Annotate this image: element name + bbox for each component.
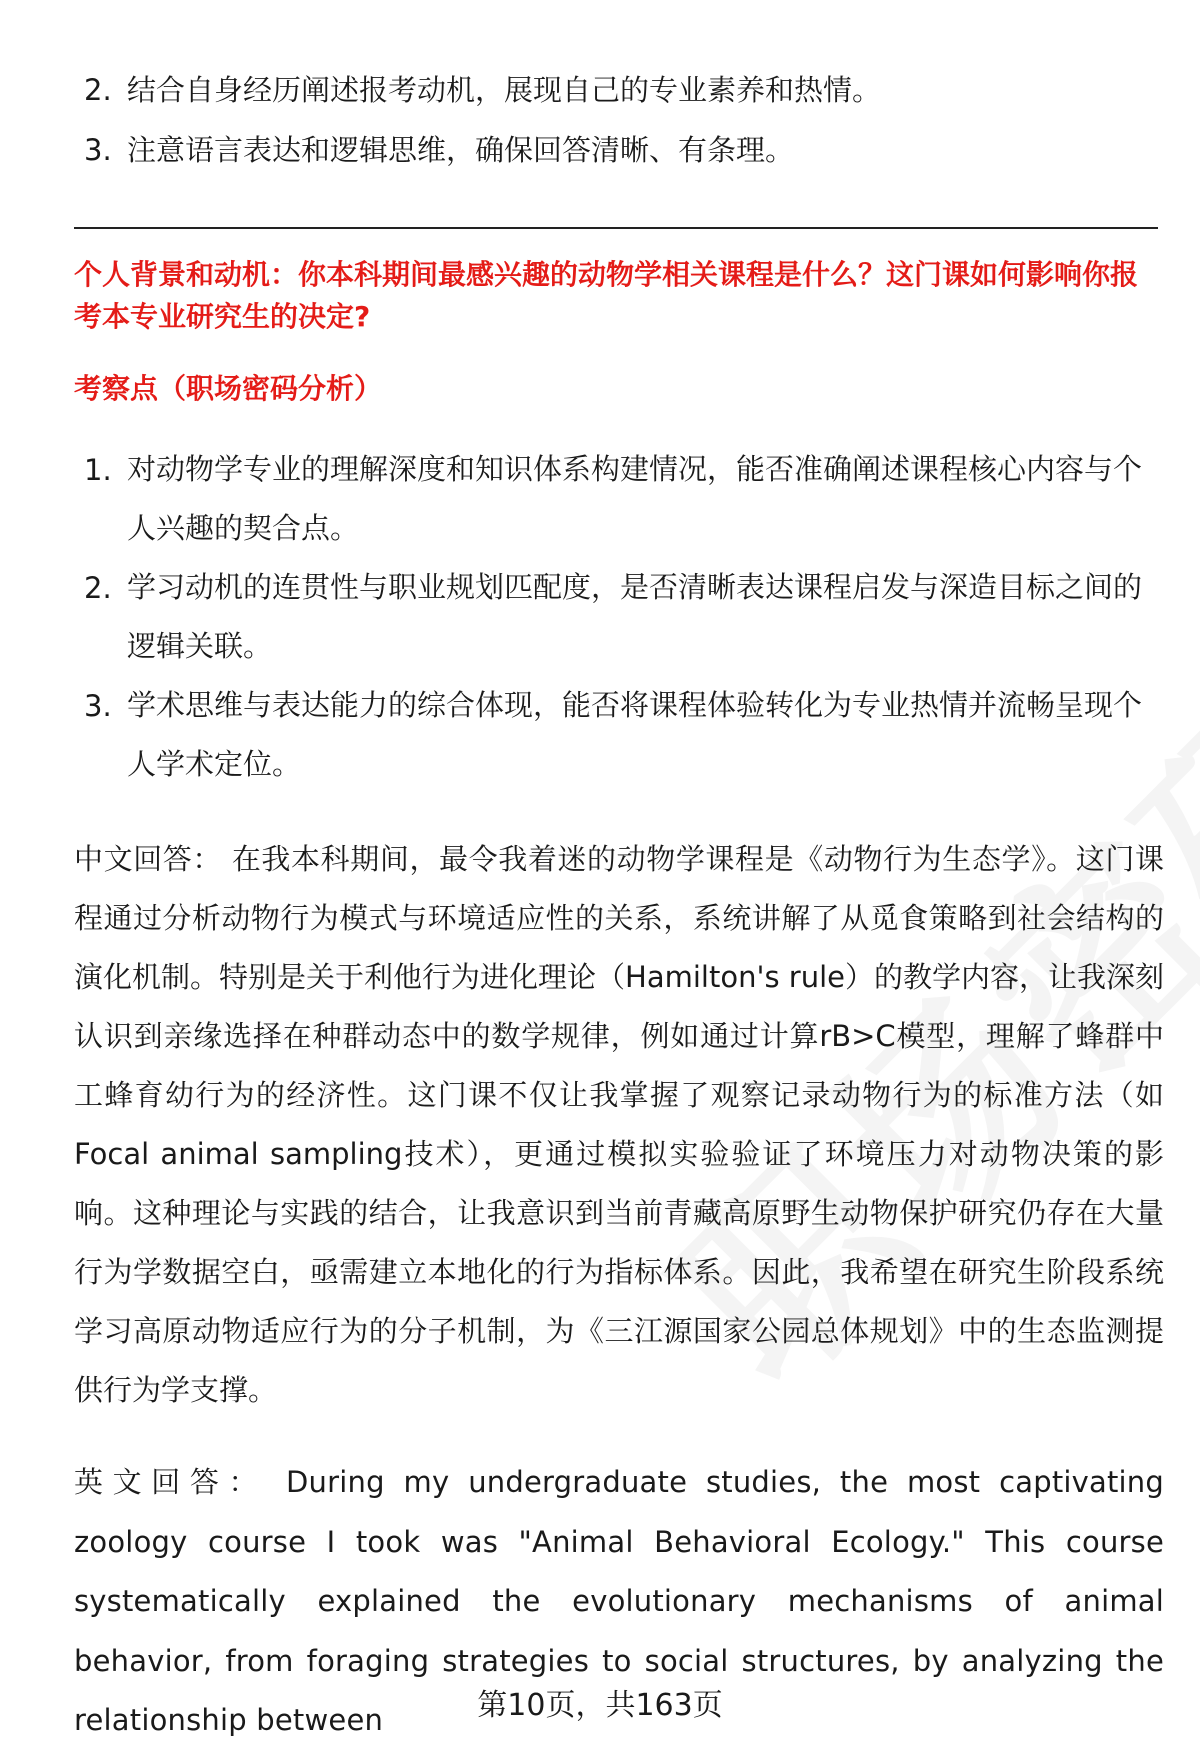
assessment-points-list xyxy=(0,440,1200,794)
list-item-number: 3. xyxy=(84,689,112,723)
page-number-footer: 第10页，共163页 xyxy=(477,1688,723,1723)
list-item xyxy=(0,440,1200,558)
list-item-text: 结合自身经历阐述报考动机，展现自己的专业素养和热情。 xyxy=(127,73,882,107)
top-list xyxy=(0,60,1200,180)
list-item xyxy=(0,676,1200,794)
question-heading: 个人背景和动机：你本科期间最感兴趣的动物学相关课程是什么？这门课如何影响你报考本专业研究生的决定? xyxy=(74,258,1139,333)
assessment-points-heading: 考察点（职场密码分析） xyxy=(74,372,383,405)
list-item-text: 对动物学专业的理解深度和知识体系构建情况，能否准确阐述课程核心内容与个人兴趣的契合点。 xyxy=(127,452,1143,545)
list-item-text: 注意语言表达和逻辑思维，确保回答清晰、有条理。 xyxy=(127,133,795,167)
list-item-number: 1. xyxy=(84,453,112,487)
list-item xyxy=(0,558,1200,676)
list-item xyxy=(0,60,1200,120)
list-item xyxy=(0,120,1200,180)
section-divider xyxy=(74,227,1158,229)
list-item-number: 2. xyxy=(84,73,112,107)
list-item-number: 3. xyxy=(84,133,112,167)
list-item-text: 学术思维与表达能力的综合体现，能否将课程体验转化为专业热情并流畅呈现个人学术定位。 xyxy=(127,688,1143,781)
chinese-answer-paragraph: 中文回答： 在我本科期间，最令我着迷的动物学课程是《动物行为生态学》。这门课程通过分析动物行为模式与环境适应性的关系，系统讲解了从觅食策略到社会结构的演化机制。特别是关于利他行为进化理论（Hamilton's rule）的教学内容，让我深刻认识到亲缘选择在种群动态中的数学规律，例如通过计算rB>C模型，理解了蜂群中工蜂育幼行为的经济性。这门课不仅让我掌握了观察记录动物行为的标准方法（如Focal animal sampling技术），更通过模拟实验验证了环境压力对动物决策的影响。这种理论与实践的结合，让我意识到当前青藏高原野生动物保护研究仍存在大量行为学数据空白，亟需建立本地化的行为指标体系。因此，我希望在研究生阶段系统学习高原动物适应行为的分子机制，为《三江源国家公园总体规划》中的生态监测提供行为学支撑。 xyxy=(74,842,1164,1407)
list-item-text: 学习动机的连贯性与职业规划匹配度，是否清晰表达课程启发与深造目标之间的逻辑关联。 xyxy=(127,570,1143,663)
list-item-number: 2. xyxy=(84,571,112,605)
english-answer-paragraph: 英文回答： During my undergraduate studies, the most captivating zoology course I took was "Animal Behavioral Ecology." This course systematically explained the evolutionary mechanisms of animal behavior, from foraging strategies to social structures, by analyzing the relationship between xyxy=(74,1465,1164,1737)
